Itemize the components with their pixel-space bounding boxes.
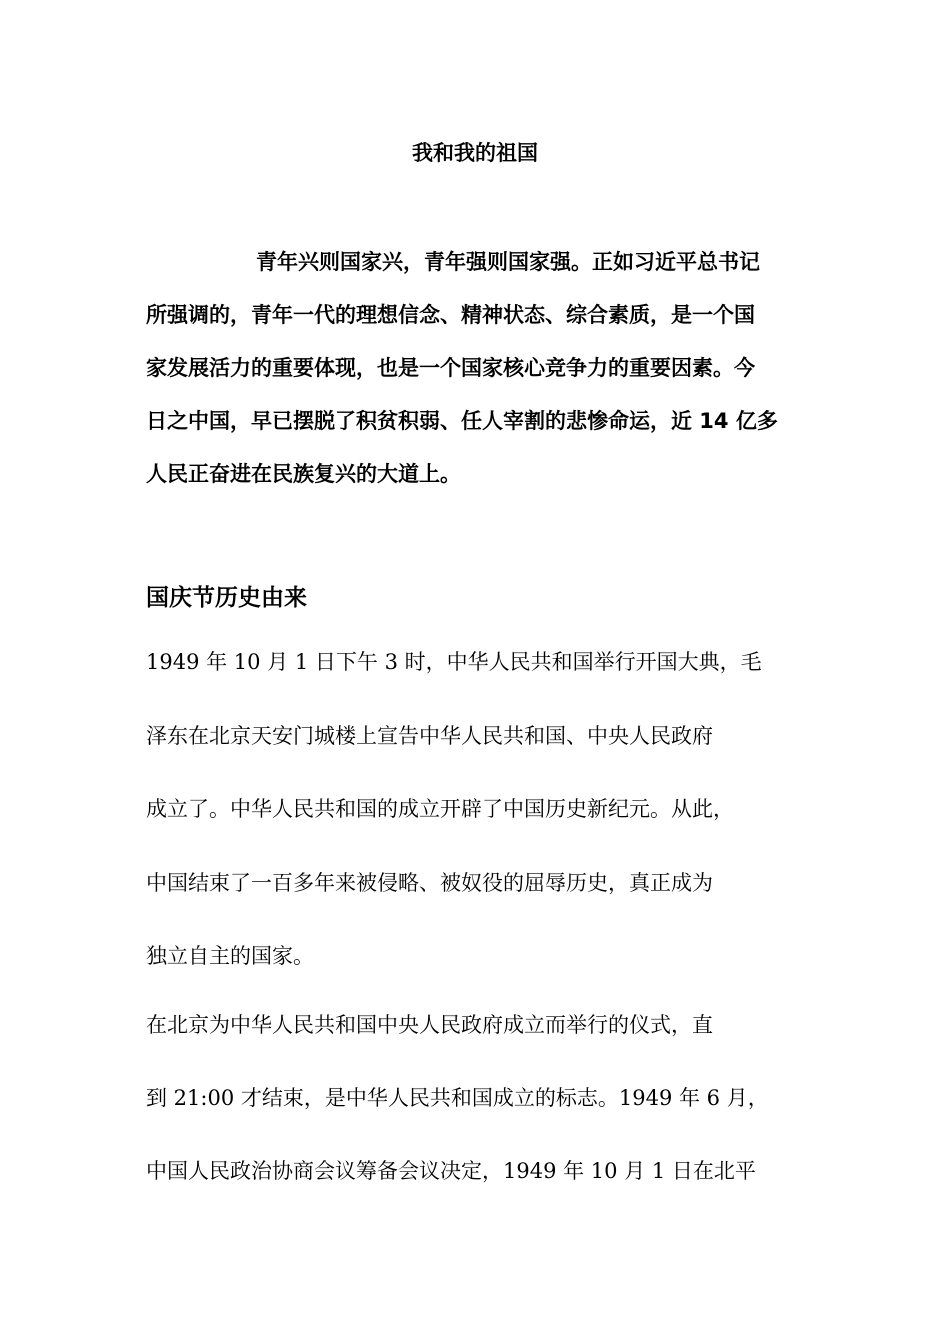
paragraph-line: 到 21:00 才结束，是中华人民共和国成立的标志。1949 年 6 月， xyxy=(146,1086,769,1110)
paragraph-line: 中国人民政治协商会议筹备会议决定，1949 年 10 月 1 日在北平 xyxy=(146,1159,756,1183)
intro-paragraph xyxy=(146,236,826,501)
paragraph-line: 中国结束了一百多年来被侵略、被奴役的屈辱历史，真正成为 xyxy=(146,871,713,895)
intro-line: 日之中国，早已摆脱了积贫积弱、任人宰割的悲惨命运，近 14 亿多 xyxy=(146,409,778,433)
paragraph-line: 独立自主的国家。 xyxy=(146,944,314,968)
paragraph-line: 泽东在北京天安门城楼上宣告中华人民共和国、中央人民政府 xyxy=(146,724,713,748)
section-heading: 国庆节历史由来 xyxy=(146,585,307,611)
intro-line: 人民正奋进在民族复兴的大道上。 xyxy=(146,462,461,486)
document-title: 我和我的祖国 xyxy=(412,141,538,165)
paragraph-line: 在北京为中华人民共和国中央人民政府成立而举行的仪式，直 xyxy=(146,1013,713,1037)
paragraph-line: 成立了。中华人民共和国的成立开辟了中国历史新纪元。从此， xyxy=(146,797,734,821)
intro-line: 青年兴则国家兴，青年强则国家强。正如习近平总书记 xyxy=(256,250,760,274)
history-paragraph-2 xyxy=(146,1009,846,1187)
paragraph-line: 1949 年 10 月 1 日下午 3 时，中华人民共和国举行开国大典，毛 xyxy=(146,650,762,674)
history-paragraph-1 xyxy=(146,646,846,972)
intro-line: 家发展活力的重要体现，也是一个国家核心竞争力的重要因素。今 xyxy=(146,356,755,380)
intro-line: 所强调的，青年一代的理想信念、精神状态、综合素质，是一个国 xyxy=(146,303,755,327)
